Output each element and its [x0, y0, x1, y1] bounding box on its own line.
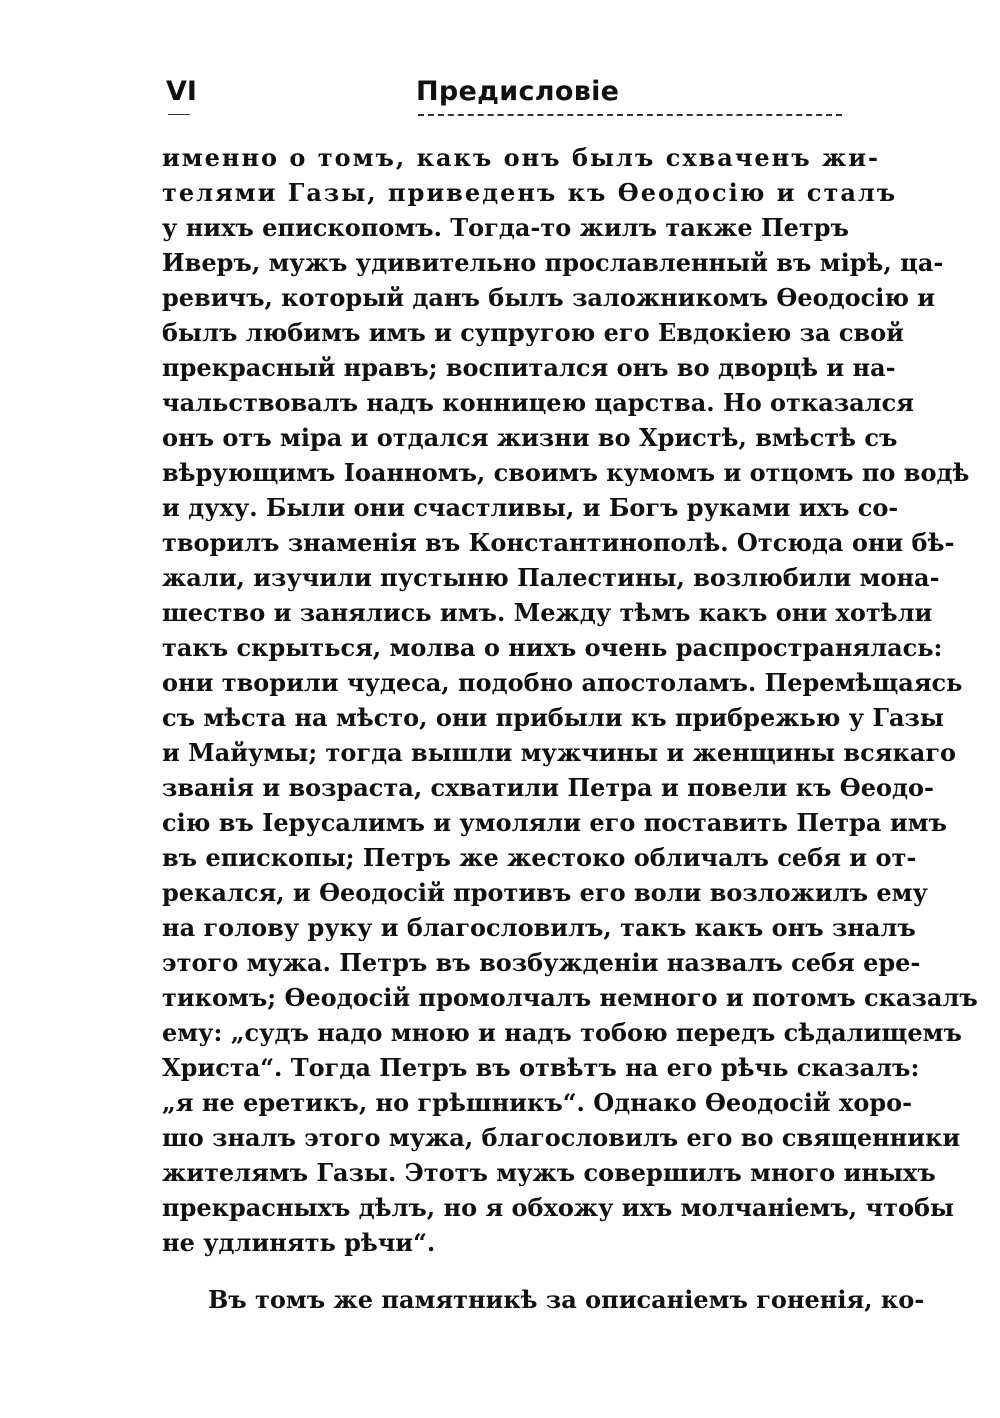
- text-line: они творили чудеса, подобно апостоламъ. Перемѣщаясь: [162, 668, 963, 697]
- text-line: Иверъ, мужъ удивительно прославленный въ мірѣ, ца-: [162, 248, 944, 277]
- body-text: [162, 140, 978, 1317]
- text-line: рекался, и Ѳеодосій противъ его воли возложилъ ему: [162, 878, 928, 907]
- text-line: ему: „судъ надо мною и надъ тобою передъ сѣдалищемъ: [162, 1018, 962, 1047]
- text-line: съ мѣста на мѣсто, они прибыли къ прибрежью у Газы: [162, 703, 944, 732]
- header-rule-left: [168, 114, 190, 115]
- text-line: не удлинять рѣчи“.: [162, 1228, 436, 1257]
- text-line: прекрасный нравъ; воспитался онъ во дворцѣ и на-: [162, 353, 896, 382]
- text-line: этого мужа. Петръ въ возбужденіи назвалъ себя ере-: [162, 948, 921, 977]
- text-line: творилъ знаменія въ Константинополѣ. Отсюда они бѣ-: [162, 528, 955, 557]
- text-line: телями Газы, приведенъ къ Ѳеодосію и сталъ: [162, 178, 898, 207]
- text-line: и духу. Были они счастливы, и Богъ руками ихъ со-: [162, 493, 899, 522]
- running-title: Предисловіе: [416, 76, 620, 107]
- text-line: шество и занялись имъ. Между тѣмъ какъ они хотѣли: [162, 598, 933, 627]
- text-line: сію въ Іерусалимъ и умоляли его поставить Петра имъ: [162, 808, 947, 837]
- text-line: жителямъ Газы. Этотъ мужъ совершилъ много иныхъ: [162, 1158, 936, 1187]
- text-line: на голову руку и благословилъ, такъ какъ онъ зналъ: [162, 913, 916, 942]
- text-line: Христа“. Тогда Петръ въ отвѣтъ на его рѣчь сказалъ:: [162, 1053, 920, 1082]
- text-line: прекрасныхъ дѣлъ, но я обхожу ихъ молчаніемъ, чтобы: [162, 1193, 955, 1222]
- header-rule-right: [418, 114, 842, 116]
- text-line: онъ отъ міра и отдался жизни во Христѣ, вмѣстѣ съ: [162, 423, 898, 452]
- text-line: вѣрующимъ Іоанномъ, своимъ кумомъ и отцомъ по водѣ: [162, 458, 970, 487]
- text-line: въ епископы; Петръ же жестоко обличалъ себя и от-: [162, 843, 917, 872]
- text-line: званія и возраста, схватили Петра и повели къ Ѳеодо-: [162, 773, 934, 802]
- text-line: былъ любимъ имъ и супругою его Евдокіею за свой: [162, 318, 904, 347]
- paragraph-start-line: Въ томъ же памятникѣ за описаніемъ гоненія, ко-: [208, 1285, 925, 1314]
- text-line: именно о томъ, какъ онъ былъ схваченъ жи-: [162, 143, 881, 172]
- page-header: [162, 74, 838, 114]
- text-line: чальствовалъ надъ конницею царства. Но отказался: [162, 388, 914, 417]
- text-line: жали, изучили пустыню Палестины, возлюбили мона-: [162, 563, 940, 592]
- text-line: тикомъ; Ѳеодосій промолчалъ немного и потомъ сказалъ: [162, 983, 978, 1012]
- text-line: у нихъ епископомъ. Тогда-то жилъ также Петръ: [162, 213, 849, 242]
- text-line: „я не еретикъ, но грѣшникъ“. Однако Ѳеодосій хоро-: [162, 1088, 913, 1117]
- page-number: VI: [166, 76, 197, 107]
- text-line: ревичъ, который данъ былъ заложникомъ Ѳеодосію и: [162, 283, 936, 312]
- text-line: такъ скрыться, молва о нихъ очень распространялась:: [162, 633, 943, 662]
- text-line: шо зналъ этого мужа, благословилъ его во священники: [162, 1123, 961, 1152]
- text-line: и Майумы; тогда вышли мужчины и женщины всякаго: [162, 738, 957, 767]
